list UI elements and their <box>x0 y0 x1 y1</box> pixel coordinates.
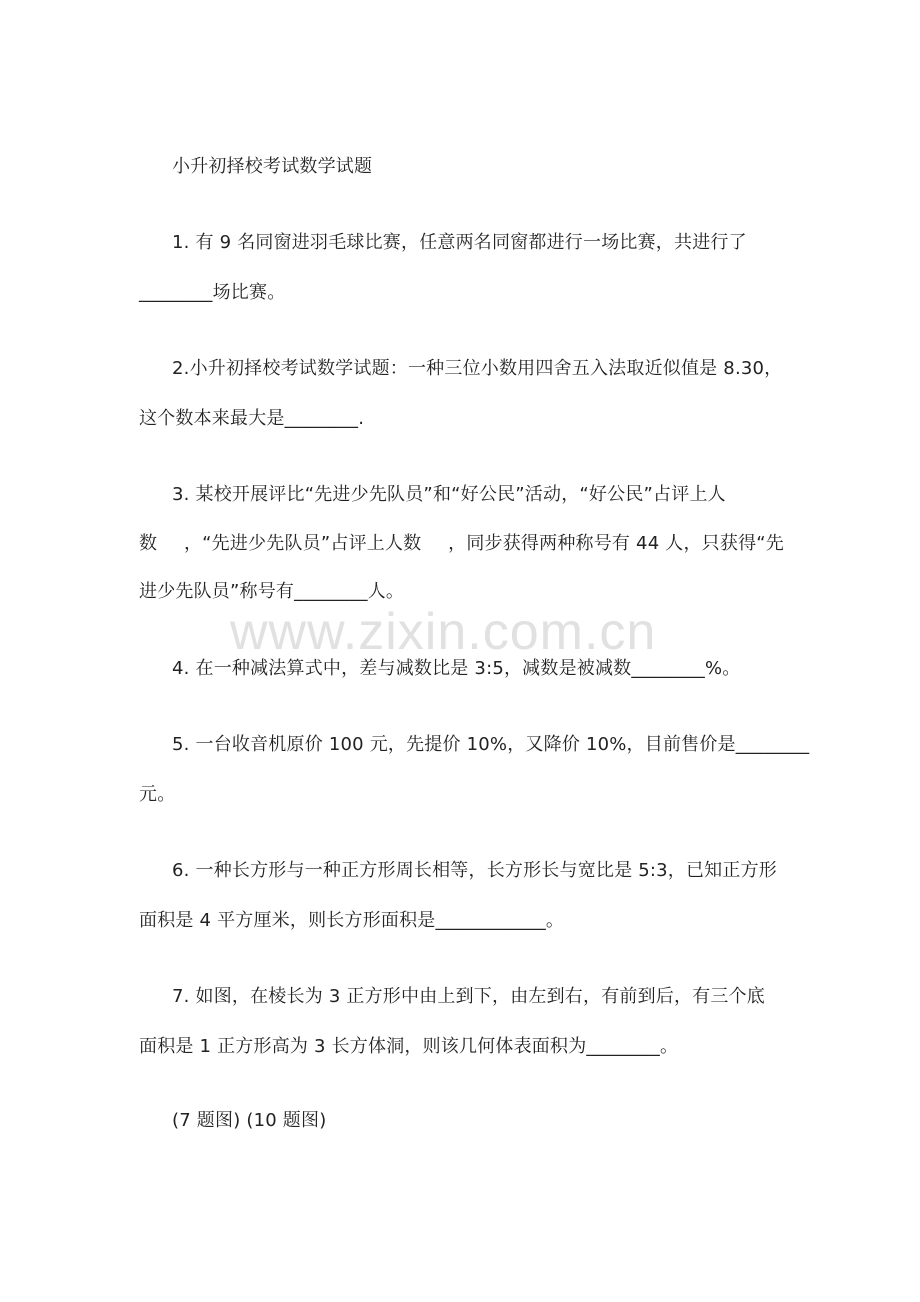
question-5-line-1: 5. 一台收音机原价 100 元，先提价 10%，又降价 10%，目前售价是________ <box>172 734 810 755</box>
question-3-line-2-part-3: ，同步获得两种称号有 44 人，只获得“先 <box>448 533 784 554</box>
question-7-line-2: 面积是 1 正方形高为 3 长方体洞，则该几何体表面积为________。 <box>139 1036 679 1057</box>
figure-caption: (7 题图) (10 题图) <box>172 1110 327 1131</box>
question-2-line-2: 这个数本来最大是________. <box>139 408 365 429</box>
question-3-line-2 <box>139 532 784 556</box>
question-1-line-2: ________场比赛。 <box>139 282 286 303</box>
question-4-line-1: 4. 在一种减法算式中，差与减数比是 3:5，减数是被减数________%。 <box>172 658 741 679</box>
watermark: www.zixin.com.cn <box>230 603 657 661</box>
question-3-line-1: 3. 某校开展评比“先进少先队员”和“好公民”活动，“好公民”占评上人 <box>172 484 726 505</box>
question-1-line-1: 1. 有 9 名同窗进羽毛球比赛，任意两名同窗都进行一场比赛，共进行了 <box>172 232 747 253</box>
question-3-line-2-part-1: 数 <box>139 533 158 554</box>
question-3-line-3: 进少先队员”称号有________人。 <box>139 581 405 602</box>
document-title: 小升初择校考试数学试题 <box>172 156 373 177</box>
question-6-line-1: 6. 一种长方形与一种正方形周长相等，长方形长与宽比是 5:3，已知正方形 <box>172 860 777 881</box>
question-7-line-1: 7. 如图，在棱长为 3 正方形中由上到下，由左到右，有前到后，有三个底 <box>172 986 765 1007</box>
question-6-line-2: 面积是 4 平方厘米，则长方形面积是____________。 <box>139 910 565 931</box>
question-5-line-2: 元。 <box>139 784 176 805</box>
question-2-line-1: 2.小升初择校考试数学试题：一种三位小数用四舍五入法取近似值是 8.30， <box>172 358 783 379</box>
question-3-line-2-part-2: ，“先进少先队员”占评上人数 <box>183 533 422 554</box>
